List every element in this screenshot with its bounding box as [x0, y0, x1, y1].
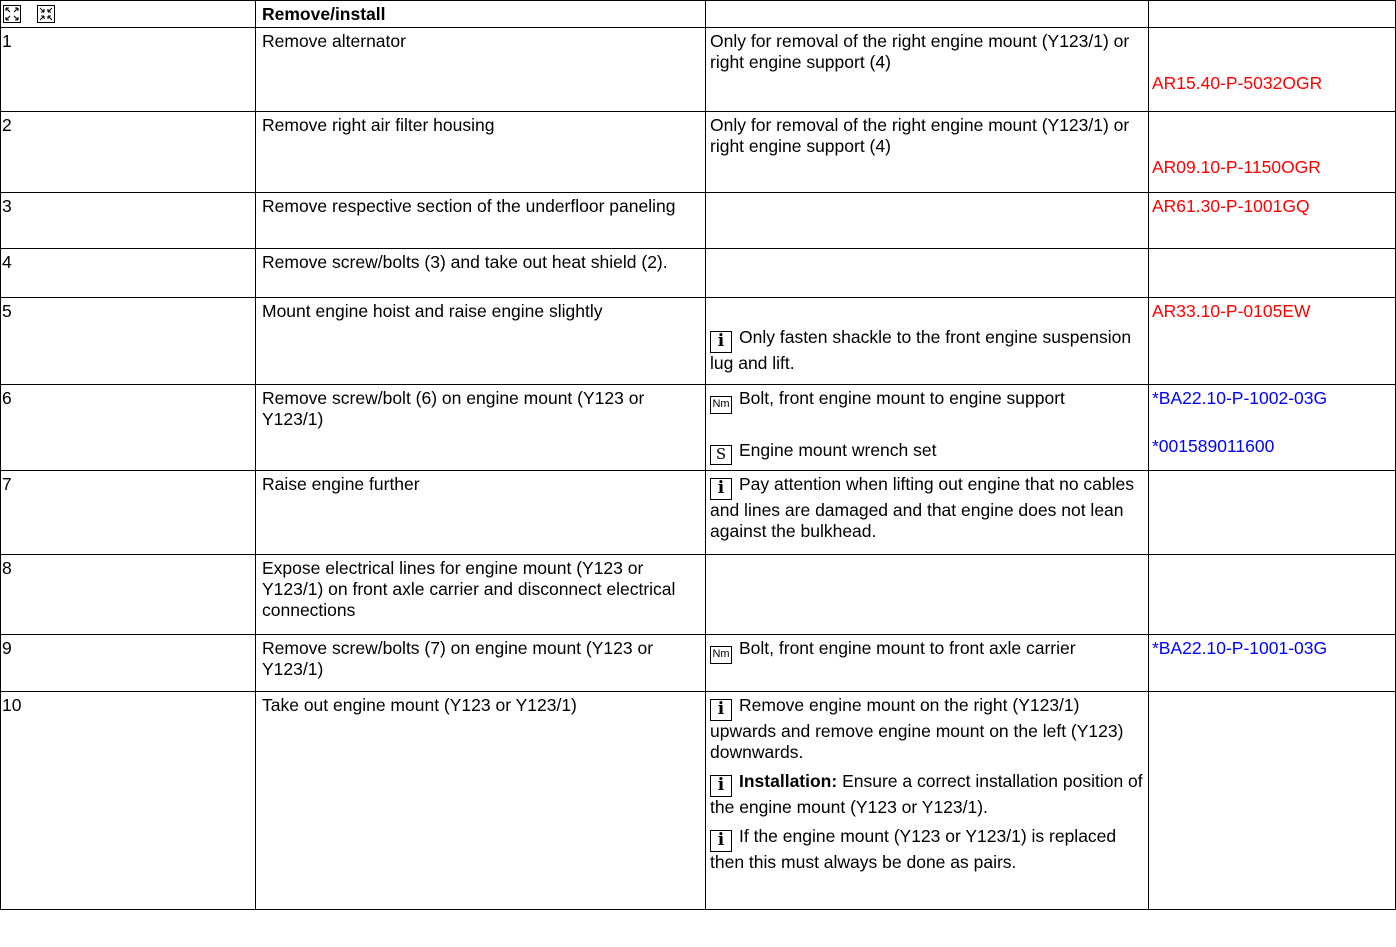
table-row: [1, 635, 1396, 692]
tool-reference-link[interactable]: *001589011600: [1152, 436, 1275, 456]
header-icons-cell: [1, 1, 256, 28]
step-reference-cell: [1149, 471, 1396, 555]
info-note-text: Remove engine mount on the right (Y123/1) upwards and remove engine mount on the left (Y123) downwards.: [710, 695, 1124, 762]
table-row: [1, 692, 1396, 910]
step-action: Raise engine further: [256, 471, 706, 555]
torque-note-text: Bolt, front engine mount to engine support: [739, 388, 1065, 408]
step-action: Remove screw/bolt (6) on engine mount (Y123 or Y123/1): [256, 385, 706, 471]
step-action: Remove alternator: [256, 28, 706, 112]
table-row: [1, 385, 1396, 471]
info-note-text: Only fasten shackle to the front engine suspension lug and lift.: [710, 327, 1132, 373]
step-action: Mount engine hoist and raise engine slightly: [256, 298, 706, 385]
info-note-text: If the engine mount (Y123 or Y123/1) is replaced then this must always be done as pairs.: [710, 826, 1117, 872]
step-reference-cell: [1149, 112, 1396, 193]
header-ref-cell: [1149, 1, 1396, 28]
table-row: [1, 471, 1396, 555]
step-number: 4: [1, 249, 256, 298]
step-number: 10: [1, 692, 256, 910]
expand-all-icon[interactable]: [3, 5, 21, 23]
step-reference-cell: [1149, 385, 1396, 471]
info-note-text: Ensure a correct installation position of the engine mount (Y123 or Y123/1).: [710, 771, 1143, 817]
step-note-cell: [706, 298, 1149, 385]
info-note: [710, 695, 1148, 763]
table-row: [1, 298, 1396, 385]
step-note-cell: [706, 385, 1149, 471]
ar-reference-link[interactable]: AR33.10-P-0105EW: [1152, 301, 1311, 321]
step-action: Take out engine mount (Y123 or Y123/1): [256, 692, 706, 910]
tool-note-text: Engine mount wrench set: [739, 440, 937, 460]
table-row: [1, 249, 1396, 298]
step-reference-cell: [1149, 692, 1396, 910]
info-icon: i: [710, 830, 732, 852]
step-action: Remove right air filter housing: [256, 112, 706, 193]
info-note: [710, 474, 1148, 542]
installation-label: Installation:: [739, 771, 838, 791]
tool-note: [710, 440, 1148, 465]
torque-note: [710, 638, 1148, 664]
step-action: Remove screw/bolts (7) on engine mount (Y123 or Y123/1): [256, 635, 706, 692]
step-reference-cell: [1149, 28, 1396, 112]
table-row: [1, 555, 1396, 635]
step-number: 1: [1, 28, 256, 112]
step-action: Remove respective section of the underfloor paneling: [256, 193, 706, 249]
step-reference-cell: [1149, 555, 1396, 635]
step-reference-cell: [1149, 249, 1396, 298]
step-number: 6: [1, 385, 256, 471]
step-reference-cell: [1149, 635, 1396, 692]
info-note: [710, 826, 1148, 873]
step-note: [706, 193, 1149, 249]
step-number: 5: [1, 298, 256, 385]
header-title: Remove/install: [256, 1, 706, 28]
step-note: [706, 249, 1149, 298]
step-note-cell: [706, 692, 1149, 910]
collapse-all-icon[interactable]: [37, 5, 55, 23]
step-number: 9: [1, 635, 256, 692]
header-note-cell: [706, 1, 1149, 28]
table-row: [1, 112, 1396, 193]
info-note: [710, 327, 1148, 374]
torque-note: [710, 388, 1148, 414]
step-reference-cell: [1149, 193, 1396, 249]
ar-reference-link[interactable]: AR61.30-P-1001GQ: [1152, 196, 1310, 216]
torque-note-text: Bolt, front engine mount to front axle carrier: [739, 638, 1076, 658]
step-number: 3: [1, 193, 256, 249]
table-row: [1, 193, 1396, 249]
installation-note: [710, 771, 1148, 818]
info-icon: i: [710, 775, 732, 797]
table-row: [1, 28, 1396, 112]
torque-icon: Nm: [710, 646, 732, 664]
info-icon: i: [710, 699, 732, 721]
torque-icon: Nm: [710, 396, 732, 414]
info-note-text: Pay attention when lifting out engine that no cables and lines are damaged and that engine does not lean against the bulkhead.: [710, 474, 1134, 541]
step-note: Only for removal of the right engine mount (Y123/1) or right engine support (4): [706, 112, 1149, 193]
ba-reference-link[interactable]: *BA22.10-P-1001-03G: [1152, 638, 1328, 658]
info-icon: i: [710, 331, 732, 353]
ar-reference-link[interactable]: AR15.40-P-5032OGR: [1152, 73, 1323, 93]
step-note: Only for removal of the right engine mount (Y123/1) or right engine support (4): [706, 28, 1149, 112]
step-number: 7: [1, 471, 256, 555]
table-header-row: [1, 1, 1396, 28]
ba-reference-link[interactable]: *BA22.10-P-1002-03G: [1152, 388, 1328, 408]
step-action: Remove screw/bolts (3) and take out heat shield (2).: [256, 249, 706, 298]
step-note: [706, 555, 1149, 635]
ar-reference-link[interactable]: AR09.10-P-1150OGR: [1152, 157, 1321, 177]
step-note-cell: [706, 635, 1149, 692]
step-number: 8: [1, 555, 256, 635]
step-note-cell: [706, 471, 1149, 555]
info-icon: i: [710, 478, 732, 500]
step-number: 2: [1, 112, 256, 193]
step-reference-cell: [1149, 298, 1396, 385]
step-action: Expose electrical lines for engine mount (Y123 or Y123/1) on front axle carrier and disconnect electrical connections: [256, 555, 706, 635]
special-tool-icon: S: [710, 445, 732, 465]
